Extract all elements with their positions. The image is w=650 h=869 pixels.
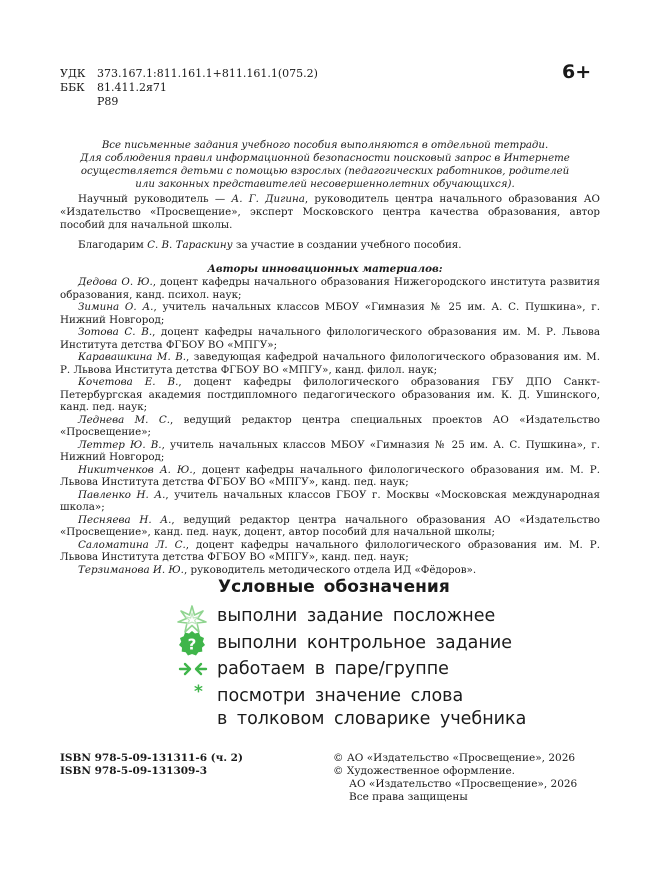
copyright-line: АО «Издательство «Просвещение», 2026 — [349, 778, 578, 790]
authors-list — [60, 276, 600, 576]
thanks-prefix: Благодарим — [78, 239, 148, 251]
legend-label: работаем в паре/группе — [217, 659, 449, 679]
bbk-value: 81.411.2я71 — [97, 81, 167, 94]
bbk-label: ББК — [60, 81, 85, 94]
author-name: Зотова С. В. — [78, 326, 153, 338]
author-entry — [60, 564, 600, 577]
author-text: , руководитель методического отдела ИД «Фёдоров». — [183, 563, 477, 576]
author-name: Кочетова Е. В. — [78, 376, 179, 388]
svg-text:?: ? — [187, 635, 197, 654]
legend-label: выполни контрольное задание — [217, 633, 512, 653]
copyright-line: © АО «Издательство «Просвещение», 2026 — [333, 752, 576, 764]
notice-line: Для соблюдения правил информационной безопасности поисковый запрос в Интернете — [80, 153, 570, 164]
isbn-line: ISBN 978-5-09-131311-6 (ч. 2) — [60, 752, 243, 764]
author-entry — [60, 489, 600, 514]
safety-notice — [60, 139, 590, 191]
author-text: , ведущий редактор центра начального образования АО «Издательство «Просвещение», канд. пед. наук, доцент, автор пособий для начальной школы; — [60, 513, 600, 538]
author-name: Дедова О. Ю. — [78, 276, 153, 288]
author-entry — [60, 351, 600, 376]
authors-title: Авторы инновационных материалов: — [207, 263, 443, 275]
legend-label-continued: в толковом словарике учебника — [217, 709, 527, 729]
author-name: Павленко Н. А. — [78, 488, 166, 501]
author-text: , учитель начальных классов МБОУ «Гимназия № 25 им. А. С. Пушкина», г. Нижний Новгород; — [60, 301, 600, 326]
author-name: Терзиманова И. Ю. — [78, 563, 184, 576]
author-name: Зимина О. А. — [78, 301, 154, 313]
thanks-text: за участие в создании учебного пособия. — [232, 239, 462, 251]
copyright-block — [333, 752, 577, 804]
notice-line: осуществляется детьми с помощью взрослых (педагогических работников, родителей — [80, 166, 570, 177]
notice-line: или законных представителей несовершеннолетних обучающихся). — [135, 179, 515, 190]
supervisor-text: , руководитель центра начального образования АО «Издательство «Просвещение», эксперт Московского центра качества образования, автор пособий для начальной школы. — [60, 193, 600, 231]
asterisk-icon: * — [194, 682, 203, 702]
author-name: Леднева М. С. — [78, 413, 170, 426]
author-entry — [60, 326, 600, 351]
author-name: Леттер Ю. В. — [78, 438, 162, 451]
author-entry — [60, 301, 600, 326]
copyright-line: Все права защищены — [349, 791, 468, 803]
author-name: Песняева Н. А. — [78, 513, 172, 526]
author-mark: Р89 — [97, 95, 119, 108]
double-arrow-icon — [178, 660, 208, 678]
author-text: , доцент кафедры филологического образования ГБУ ДПО Санкт-Петербургская академия постдипломного педагогического образования им. К. Д. Ушинского, канд. пед. наук; — [60, 376, 600, 413]
author-text: , заведующая кафедрой начального филологического образования им. М. Р. Львова Института детства ФГБОУ ВО «МПГУ», канд. филол. наук; — [60, 351, 600, 376]
copyright-line: © Художественное оформление. — [333, 765, 516, 777]
author-entry — [60, 464, 600, 489]
question-gear-icon — [178, 630, 206, 658]
thanks-name: С. В. Тараскину — [147, 239, 233, 251]
author-entry — [60, 276, 600, 301]
author-entry — [60, 414, 600, 439]
supervisor-paragraph — [60, 193, 600, 232]
author-entry — [60, 539, 600, 564]
notice-line: Все письменные задания учебного пособия выполняются в отдельной тетради. — [101, 140, 549, 151]
author-text: , доцент кафедры начального образования Нижегородского института развития образования, канд. психол. наук; — [60, 276, 600, 301]
legend-label: посмотри значение слова — [217, 686, 464, 706]
thanks-paragraph — [60, 239, 600, 252]
author-text: , доцент кафедры начального филологического образования им. М. Р. Львова Института детства ФГБОУ ВО «МПГУ», канд. пед. наук; — [60, 538, 600, 563]
supervisor-name: А. Г. Дигина — [231, 193, 305, 205]
author-name: Каравашкина М. В. — [78, 351, 187, 363]
legend-title: Условные обозначения — [218, 577, 450, 597]
author-name: Никитченков А. Ю. — [78, 463, 193, 476]
udk-line — [60, 67, 318, 80]
author-text: , доцент кафедры начального филологического образования им. М. Р. Львова Института детства ФГБОУ ВО «МПГУ», канд. пед. наук; — [60, 463, 600, 488]
legend-label: выполни задание посложнее — [217, 606, 496, 626]
bbk-line — [60, 81, 167, 94]
author-name: Саломатина Л. С. — [78, 538, 186, 551]
author-entry — [60, 439, 600, 464]
author-entry — [60, 376, 600, 414]
udk-value: 373.167.1:811.161.1+811.161.1(075.2) — [97, 67, 318, 80]
author-text: , ведущий редактор центра специальных проектов АО «Издательство «Просвещение»; — [60, 413, 600, 438]
author-entry — [60, 514, 600, 539]
author-text: , учитель начальных классов ГБОУ г. Москвы «Московская международная школа»; — [60, 488, 600, 513]
age-rating: 6+ — [562, 61, 592, 83]
isbn-block — [60, 752, 243, 778]
author-text: , доцент кафедры начального филологического образования им. М. Р. Львова Института детства ФГБОУ ВО «МПГУ»; — [60, 326, 600, 351]
isbn-line: ISBN 978-5-09-131309-3 — [60, 765, 208, 777]
supervisor-prefix: Научный руководитель — — [78, 193, 232, 205]
udk-label: УДК — [60, 67, 86, 80]
author-text: , учитель начальных классов МБОУ «Гимназия № 25 им. А. С. Пушкина», г. Нижний Новгород; — [60, 438, 600, 463]
